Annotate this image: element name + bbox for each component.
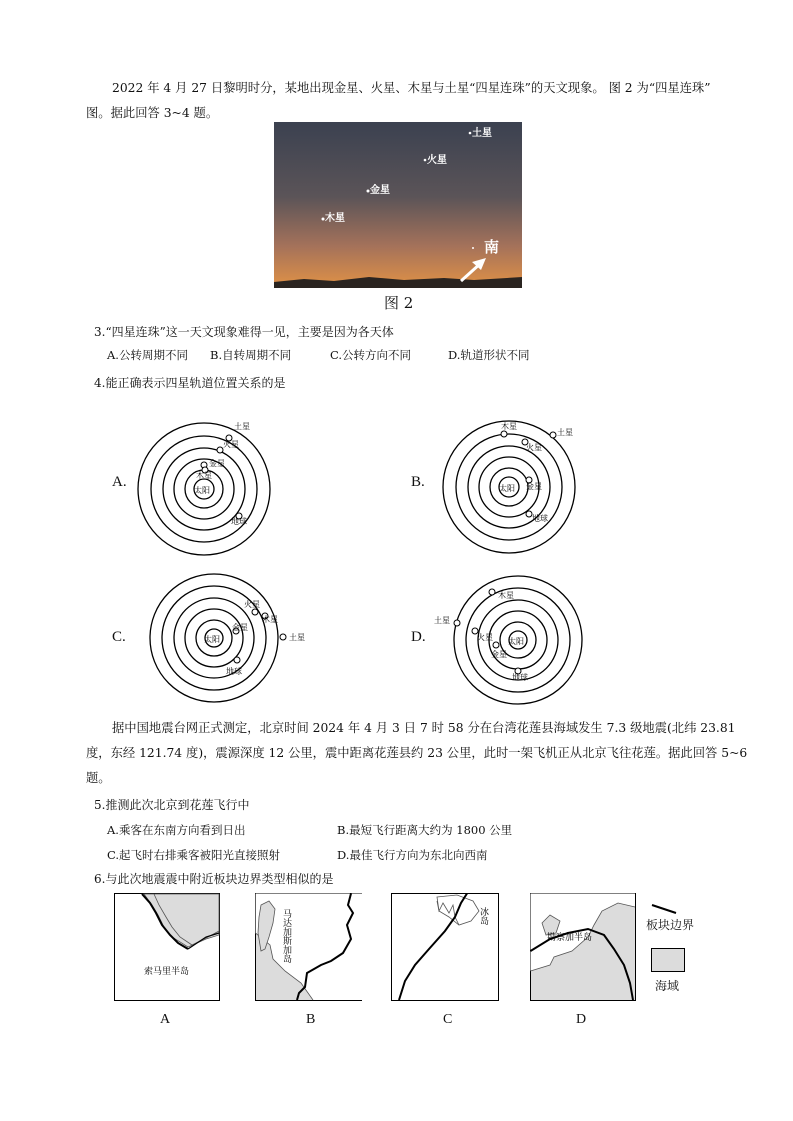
intro-paragraph-line2: 图。据此回答 3~4 题。 <box>86 106 219 120</box>
map-b-letter[interactable]: B <box>306 1012 316 1027</box>
intro2-line3: 题。 <box>86 771 111 785</box>
q6-stem: 6.与此次地震震中附近板块边界类型相似的是 <box>94 872 334 886</box>
svg-text:火星: 火星 <box>526 443 542 452</box>
svg-text:土星: 土星 <box>234 422 250 431</box>
q3-option-c[interactable]: C.公转方向不同 <box>330 348 412 362</box>
q5-option-d[interactable]: D.最佳飞行方向为东北向西南 <box>337 848 488 862</box>
q5-stem: 5.推测此次北京到花莲飞行中 <box>94 798 250 812</box>
q3-option-b[interactable]: B.自转周期不同 <box>210 348 292 362</box>
orbit-diagram-a[interactable] <box>135 418 275 558</box>
mars-dot <box>424 159 427 162</box>
svg-text:太阳: 太阳 <box>194 486 210 495</box>
q4-option-b-letter[interactable]: B. <box>411 474 425 490</box>
svg-text:索马里半岛: 索马里半岛 <box>144 967 190 977</box>
svg-text:土星: 土星 <box>557 428 573 437</box>
q3-stem: 3.“四星连珠”这一天文现象难得一见，主要是因为各天体 <box>94 325 394 339</box>
map-a-somali[interactable] <box>114 893 220 1001</box>
intro2-line1: 据中国地震台网正式测定，北京时间 2024 年 4 月 3 日 7 时 58 分在台湾花莲县海域发生 7.3 级地震(北纬 23.81 <box>112 721 736 735</box>
q5-option-b[interactable]: B.最短飞行距离大约为 1800 公里 <box>337 823 513 837</box>
map-d-letter[interactable]: D <box>576 1012 587 1027</box>
svg-text:火星: 火星 <box>223 440 239 449</box>
saturn-dot <box>469 132 472 135</box>
legend-sea-label: 海域 <box>655 979 680 993</box>
svg-text:木星: 木星 <box>262 615 278 624</box>
svg-text:勘察加半岛: 勘察加半岛 <box>547 933 593 943</box>
svg-text:冰岛: 冰岛 <box>478 907 488 925</box>
map-a-letter[interactable]: A <box>160 1012 171 1027</box>
venus-label: 金星 <box>370 185 390 196</box>
svg-text:马达加斯加岛: 马达加斯加岛 <box>281 909 291 963</box>
svg-text:地球: 地球 <box>512 673 528 682</box>
svg-text:金星: 金星 <box>491 650 507 659</box>
legend-sea-swatch <box>651 948 685 972</box>
figure2-caption: 图 2 <box>384 294 414 312</box>
svg-text:地球: 地球 <box>532 514 548 523</box>
svg-text:金星: 金星 <box>209 459 225 468</box>
map-c-letter[interactable]: C <box>443 1012 453 1027</box>
svg-text:火星: 火星 <box>477 633 493 642</box>
svg-text:地球: 地球 <box>226 667 242 676</box>
orbit-diagram-b[interactable] <box>440 418 580 558</box>
saturn-label: 土星 <box>472 128 492 139</box>
mars-label: 火星 <box>427 155 447 166</box>
svg-text:土星: 土星 <box>434 616 450 625</box>
south-label: 南 <box>484 238 500 256</box>
four-planets-photo <box>274 122 522 288</box>
map-b-madagascar[interactable] <box>255 893 362 1001</box>
legend-boundary-label: 板块边界 <box>646 918 695 932</box>
orbit-diagram-d[interactable] <box>432 572 592 712</box>
map-d-kamchatka[interactable] <box>530 893 636 1001</box>
q4-stem: 4.能正确表示四星轨道位置关系的是 <box>94 376 286 390</box>
q4-option-a-letter[interactable]: A. <box>112 474 127 490</box>
q4-option-d-letter[interactable]: D. <box>411 629 426 645</box>
svg-text:木星: 木星 <box>501 422 517 431</box>
q4-option-c-letter[interactable]: C. <box>112 629 126 645</box>
svg-text:土星: 土星 <box>289 633 305 642</box>
svg-text:木星: 木星 <box>498 591 514 600</box>
orbit-diagram-c[interactable] <box>144 572 314 712</box>
svg-text:太阳: 太阳 <box>499 484 515 493</box>
svg-text:木星: 木星 <box>196 471 212 480</box>
svg-text:金星: 金星 <box>526 482 542 491</box>
jupiter-label: 木星 <box>325 213 345 224</box>
q5-option-c[interactable]: C.起飞时右排乘客被阳光直接照射 <box>107 848 281 862</box>
q3-option-d[interactable]: D.轨道形状不同 <box>448 348 530 362</box>
svg-text:太阳: 太阳 <box>204 635 220 644</box>
svg-text:火星: 火星 <box>244 600 260 609</box>
q5-option-a[interactable]: A.乘客在东南方向看到日出 <box>107 823 246 837</box>
svg-text:地球: 地球 <box>231 517 247 526</box>
svg-text:太阳: 太阳 <box>508 637 524 646</box>
q3-option-a[interactable]: A.公转周期不同 <box>107 348 188 362</box>
map-c-iceland[interactable] <box>391 893 499 1001</box>
intro-paragraph-line1: 2022 年 4 月 27 日黎明时分，某地出现金星、火星、木星与土星“四星连珠”的天文现象。 图 2 为“四星连珠” <box>112 81 711 95</box>
svg-text:金星: 金星 <box>232 623 248 632</box>
legend-boundary-icon <box>650 900 680 912</box>
intro2-line2: 度，东经 121.74 度)，震源深度 12 公里，震中距离花莲县约 23 公里，此时一架飞机正从北京飞往花莲。据此回答 5~6 <box>86 746 748 760</box>
